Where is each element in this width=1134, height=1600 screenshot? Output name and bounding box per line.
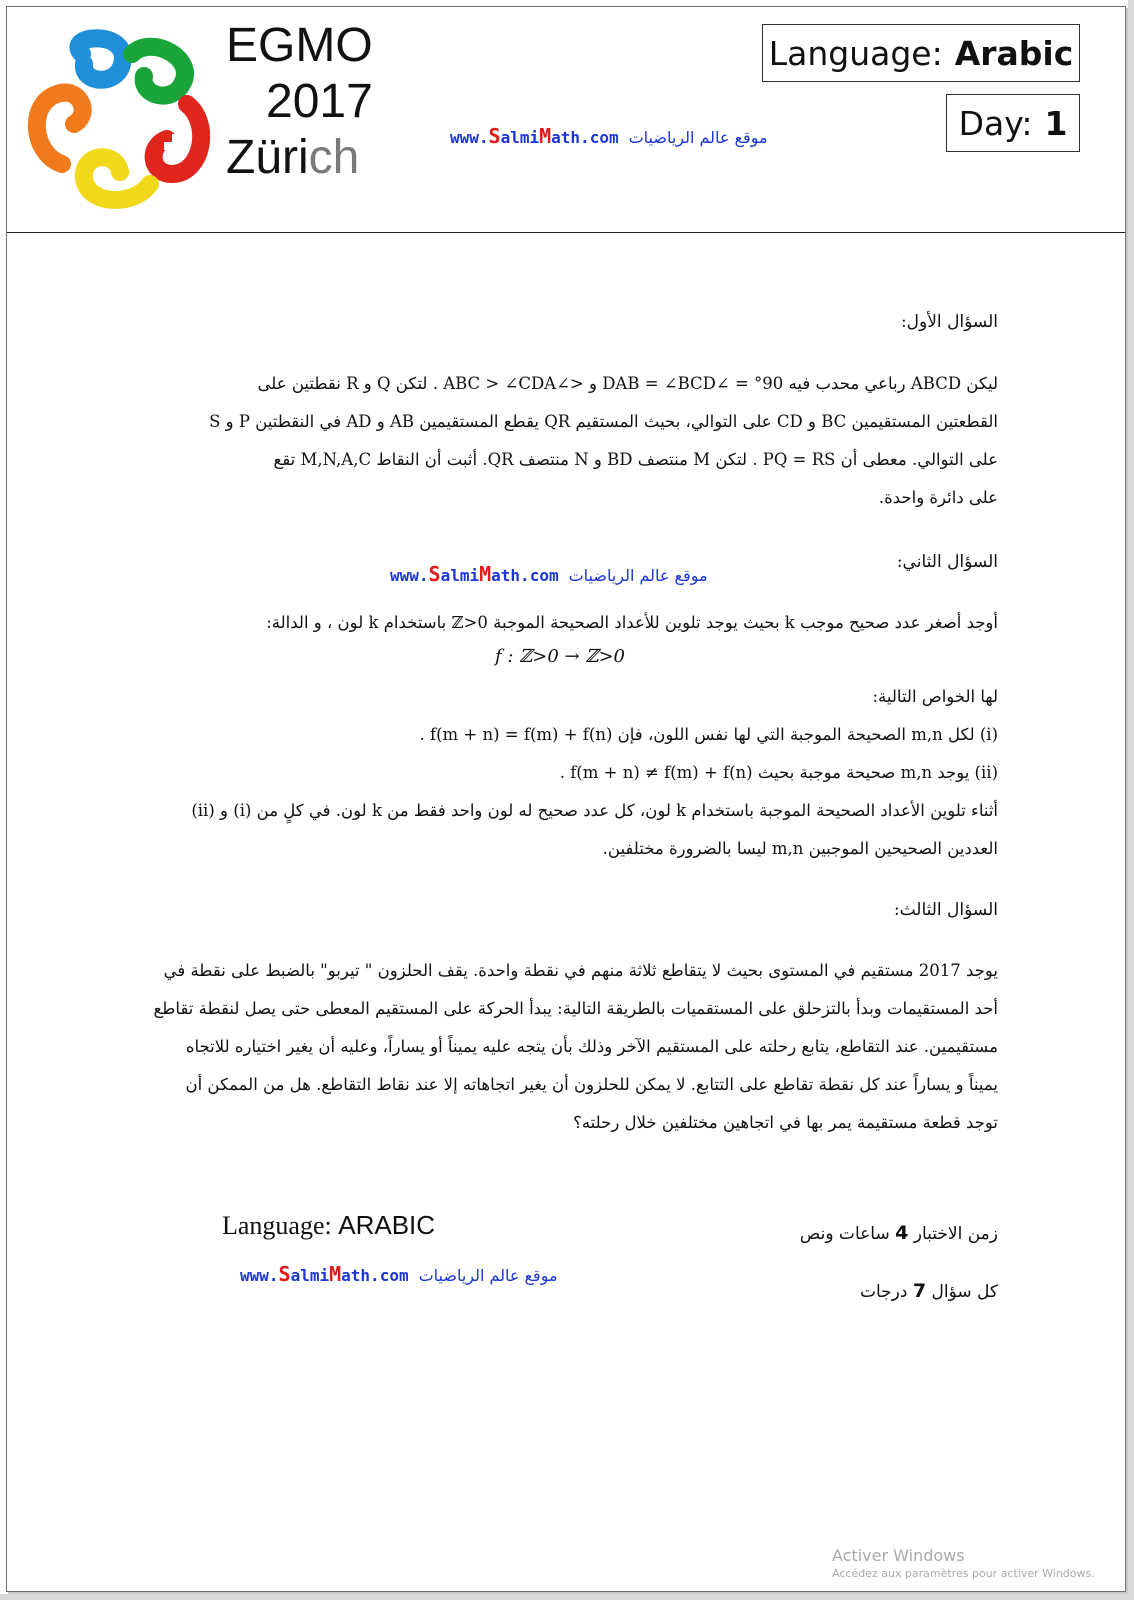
site-link-middle[interactable] [390,562,708,586]
q2-note-line-1: أثناء تلوين الأعداد الصحيحة الموجبة باستخدام k لون، كل عدد صحيح له لون واحد فقط من k لون. في كلٍ من (i) و (ii) [191,801,998,820]
logo-loop-yellow [84,157,150,200]
site-letter-s: S [428,562,441,586]
q1-line-3: على التوالي. معطى أن PQ = RS . لتكن M منتصف BD و N منتصف QR. أثبت أن النقاط M,N,A,C تقع [273,450,998,469]
site-link-header[interactable] [450,124,768,148]
q1-line-4: على دائرة واحدة. [878,488,998,507]
brand-title: EGMO [226,19,373,72]
site-arabic: موقع عالم الرياضيات [568,566,708,585]
site-letter-s: S [488,124,501,148]
points-value: 7 [912,1280,927,1302]
q3-line-3: مستقيمين. عند التقاطع، يتابع رحلته على المستقيم الآخر وذلك بأن يتجه عليه يميناً أو يساراً، وعليه أن يغير اختياره للاتجاه [185,1037,998,1056]
site-arabic: موقع عالم الرياضيات [628,128,768,147]
logo-loop-blue [78,38,123,79]
points-suffix: درجات [859,1282,908,1302]
site-suffix: ath.com [551,128,619,147]
site-letter-m: M [329,1262,342,1286]
footer-language [222,1210,435,1241]
site-prefix: www. [240,1266,279,1285]
watermark-line-2: Accédez aux paramètres pour activer Windows. [832,1567,1095,1580]
points-per-question [598,1280,998,1302]
brand-year: 2017 [266,75,373,128]
language-box [762,24,1080,82]
q1-title: السؤال الأول: [900,312,998,332]
exam-time [598,1222,998,1244]
q2-props-title: لها الخواص التالية: [872,687,998,706]
q3-title: السؤال الثالث: [893,900,998,920]
q3-line-4: يميناً و يساراً عند كل نقطة تقاطع على التتابع. لا يمكن للحلزون أن يغير اتجاهاته إلا عند نقاط التقاطع. هل من الممكن أن [185,1075,998,1094]
egmo-logo [22,24,220,214]
header-rule [7,232,1125,233]
brand-city [226,130,396,186]
day-box [946,94,1080,152]
q2-intro: أوجد أصغر عدد صحيح موجب k بحيث يوجد تلوين للأعداد الصحيحة الموجبة ℤ>0 باستخدام k لون ، و الدالة: [266,613,998,632]
q2-property-ii: (ii) يوجد m,n صحيحة موجبة بحيث f(m + n) ≠ f(m) + f(n) . [559,763,998,782]
q3-line-1: يوجد 2017 مستقيم في المستوى بحيث لا يتقاطع ثلاثة منهم في نقطة واحدة. يقف الحلزون " تيربو" بالضبط على نقطة في [163,961,998,980]
language-label: Language: [768,33,943,73]
points-prefix: كل سؤال [931,1282,998,1302]
brand-city-tail: ch [308,131,360,184]
q1-line-1: ليكن ABCD رباعي محدب فيه 90° = ∠DAB = ∠BCD و <∠ABC > ∠CDA . لتكن Q و R نقطتين على [257,374,998,393]
q2-note-line-2: العددين الصحيحين الموجبين m,n ليسا بالضرورة مختلفين. [602,839,998,858]
footer-language-value: ARABIC [338,1210,436,1240]
site-letter-s: S [278,1262,291,1286]
q2-function: f : ℤ>0 → ℤ>0 [494,646,626,667]
site-mid: almi [290,1266,330,1285]
site-prefix: www. [450,128,489,147]
q3-line-5: توجد قطعة مستقيمة يمر بها في اتجاهين مختلفين خلال رحلته؟ [573,1113,998,1132]
site-arabic: موقع عالم الرياضيات [418,1266,558,1285]
site-letter-m: M [539,124,552,148]
page-shade-right [1128,0,1134,1600]
site-letter-m: M [479,562,492,586]
watermark-line-1: Activer Windows [832,1546,965,1565]
q1-line-2: القطعتين المستقيمين BC و CD على التوالي، بحيث المستقيم QR يقطع المستقيمين AB و AD في النقطتين P و S [209,412,998,431]
site-prefix: www. [390,566,429,585]
site-mid: almi [440,566,480,585]
language-value: Arabic [954,33,1074,73]
exam-time-value: 4 [895,1222,909,1244]
site-mid: almi [500,128,540,147]
site-link-footer[interactable] [240,1262,558,1286]
brand-city-main: Züri [226,131,309,184]
site-suffix: ath.com [491,566,559,585]
q2-title: السؤال الثاني: [896,552,998,572]
logo-loop-green [132,47,185,96]
q3-line-2: أحد المستقيمات وبدأ بالتزحلق على المستقميات بالطريقة التالية: يبدأ الحركة على المستقيم المعطى حتى يصل لنقطة تقاطع [153,999,998,1018]
exam-time-suffix: ساعات ونص [799,1224,890,1244]
q2-property-i: (i) لكل m,n الصحيحة الموجبة التي لها نفس اللون، فإن f(m + n) = f(m) + f(n) . [419,725,998,744]
page-shade-bottom [0,1594,1134,1600]
windows-activation-watermark [832,1546,1095,1580]
day-value: 1 [1044,103,1068,143]
footer-language-label: Language: [222,1211,332,1240]
site-suffix: ath.com [341,1266,409,1285]
logo-loop-orange [37,93,83,164]
exam-time-prefix: زمن الاختبار [913,1224,998,1244]
day-label: Day: [958,103,1033,143]
egmo-brand [226,18,396,186]
